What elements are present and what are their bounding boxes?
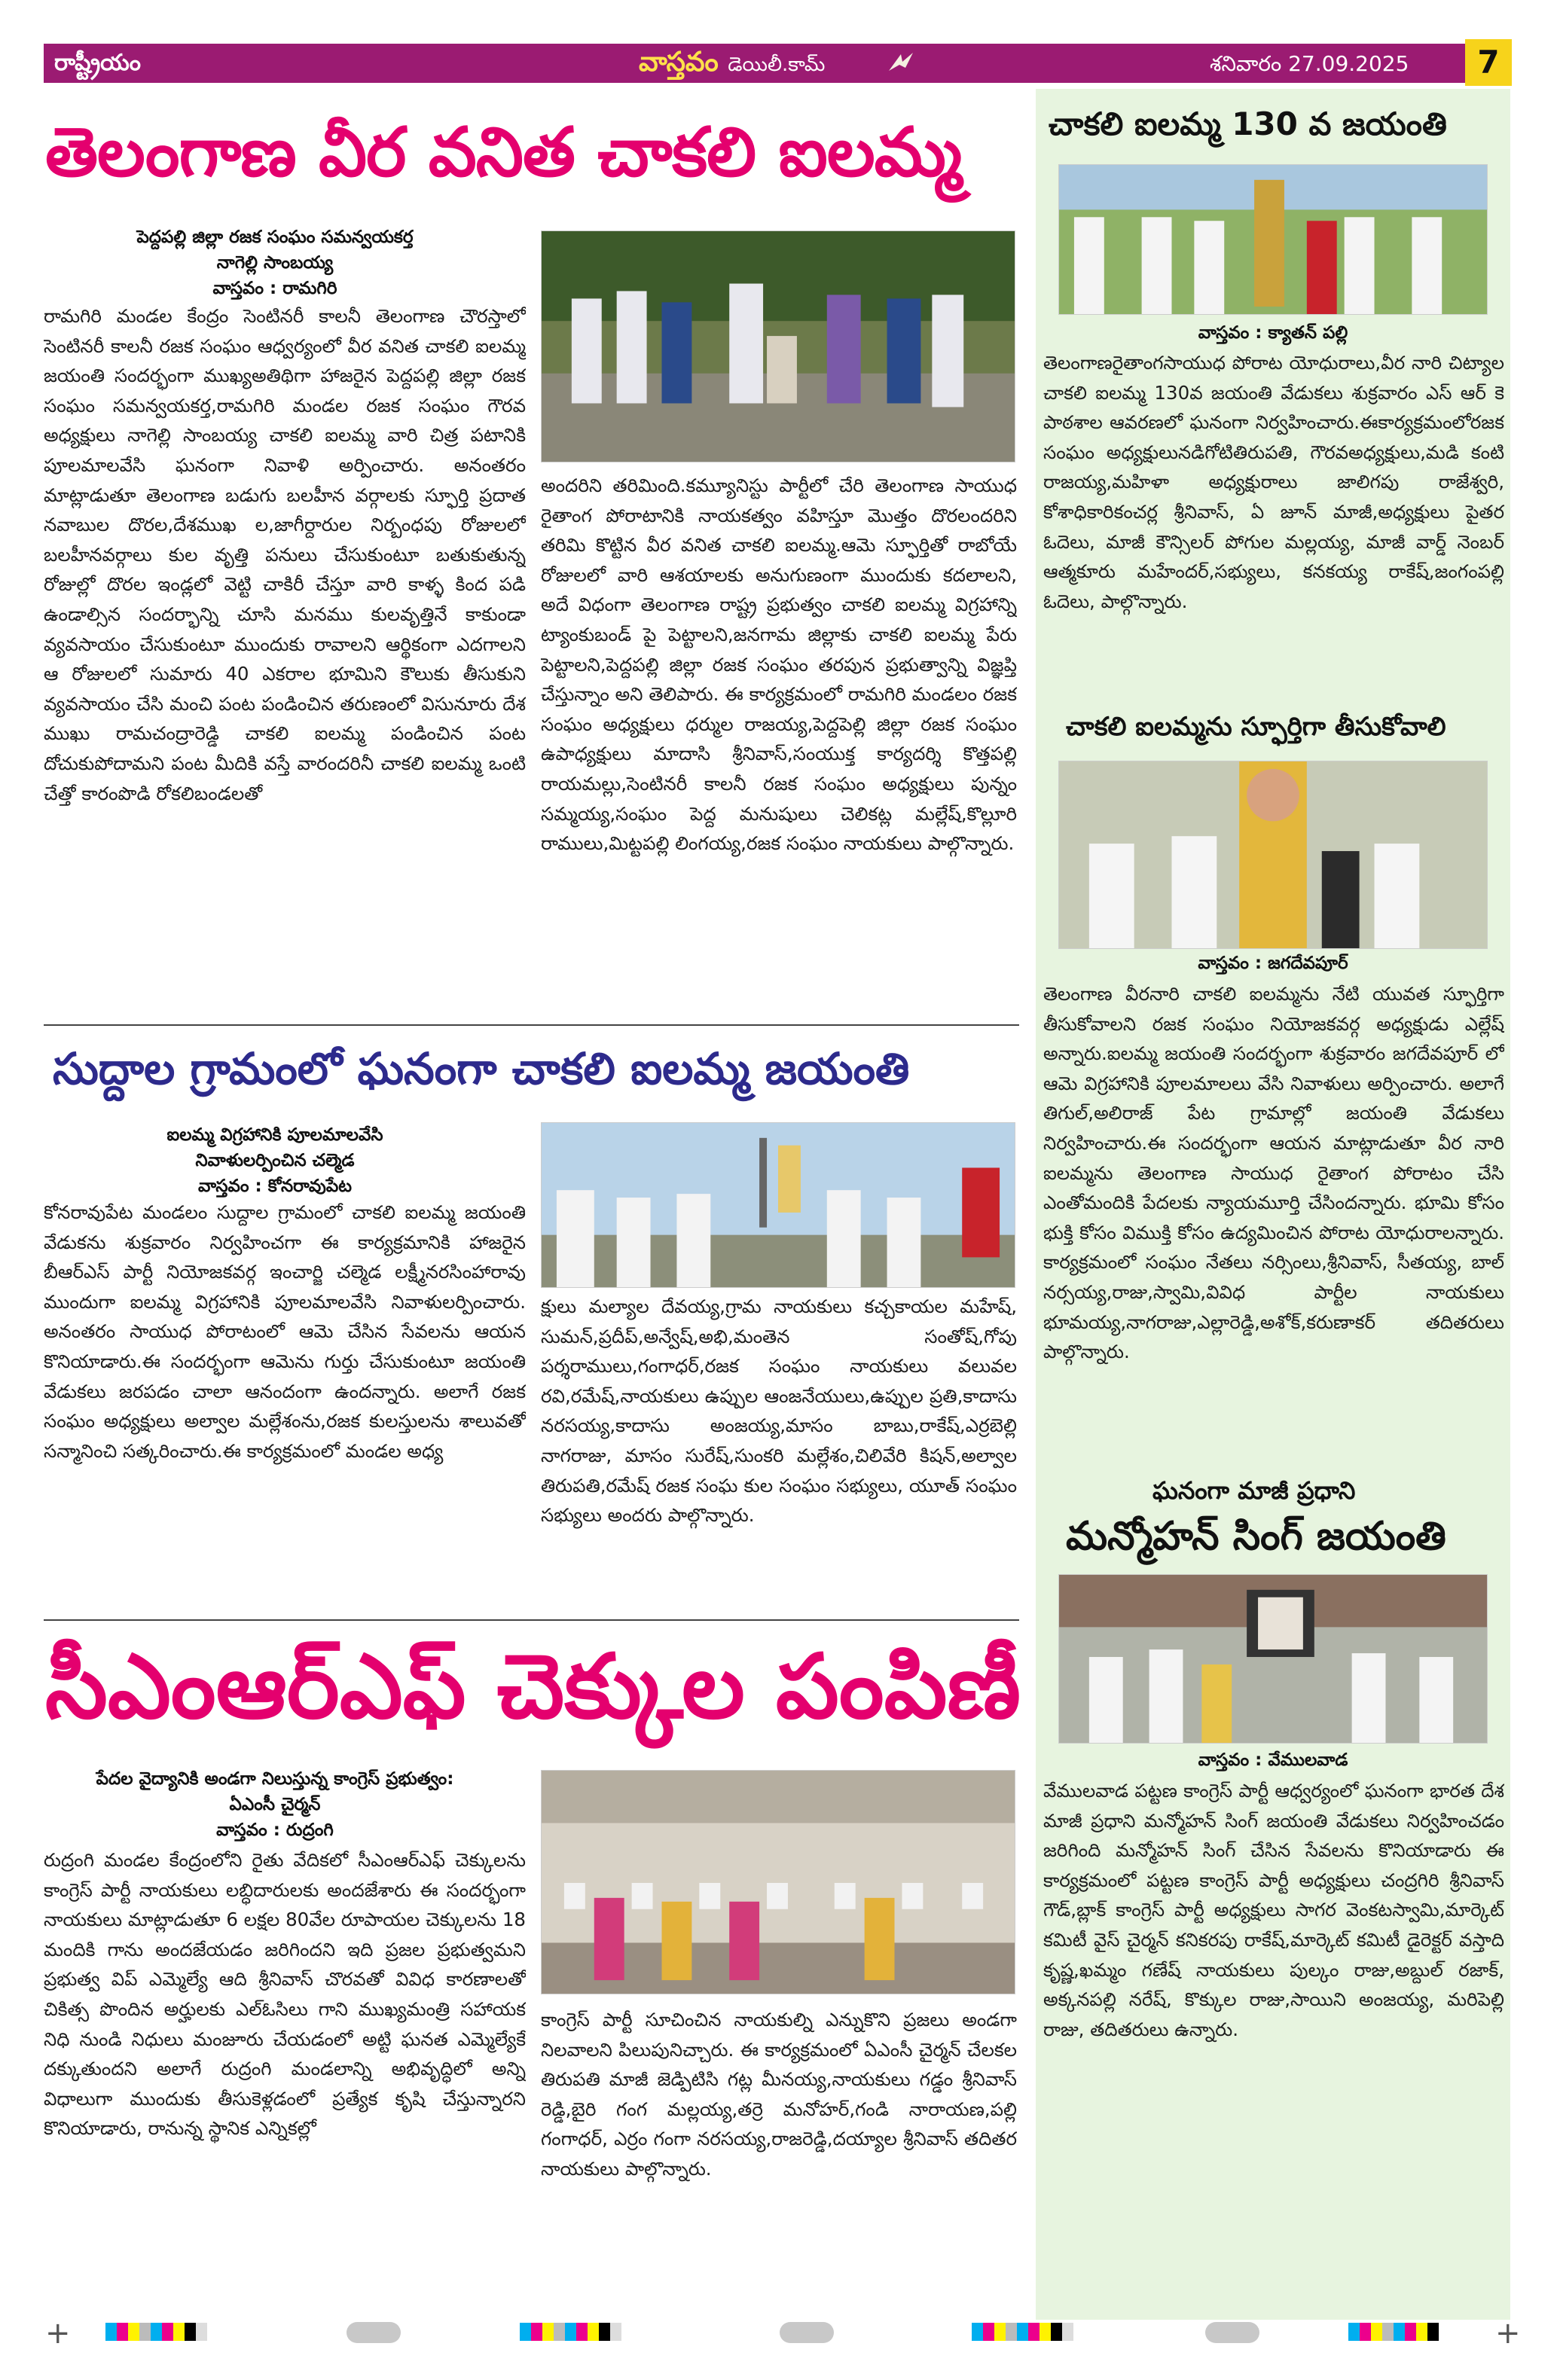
right2-photo [1058, 761, 1488, 949]
article3-headline: సీఎంఆర్ఎఫ్ చెక్కుల పంపిణీ [45, 1634, 1021, 1738]
right2-body: తెలంగాణ వీరనారి చాకలి ఐలమ్మను నేటి యువత స్ఫూర్తిగా తీసుకోవాలని రజక సంఘం నియోజకవర్గ అధ్యక్షుడు ఎల్లేష్ అన్నారు.ఐలమ్మ జయంతి సందర్భంగా శుక్రవారం జగదేవపూర్ లో ఆమె విగ్రహానికి పూలమాలలు వేసి నివాళులు అర్పించారు. అలాగే తిగుల్,అలిరాజ్ పేట గ్రామాల్లో జయంతి వేడుకలు నిర్వహించారు.ఈ సందర్భంగా ఆయన మాట్లాడుతూ వీర నారి ఐలమ్మను తెలంగాణ సాయుధ రైతాంగ పోరాటం చేసి ఎంతోమందికి పేదలకు న్యాయమూర్తి చేసిందన్నారు. భూమి కోసం భుక్తి కోసం విముక్తి కోసం ఉద్యమించిన పోరాట యోధురాలన్నారు. కార్యక్రమంలో సంఘం నేతలు నర్సింలు,శ్రీనివాస్, సీతయ్య, బాల్ నర్సయ్య,రాజు,స్వామి,వివిధ పార్టీల నాయకులు భూమయ్య,నాగరాజు,ఎల్లారెడ్డి,అశోక్,కరుణాకర్ తదితరులు పాల్గొన్నారు. [1043, 983, 1504, 1363]
article2-col2: క్షులు మల్యాల దేవయ్య,గ్రామ నాయకులు కచ్చకాయల మహేష్, సుమన్,ప్రదీప్,అన్వేష్,అభి,మంతెన సంతోష్,గోపు పర్శరాములు,గంగాధర్,రజక సంఘం నాయకులు వలువల రవి,రమేష్,నాయకులు ఉప్పుల ఆంజనేయులు,ఉప్పుల ప్రతి,కాదాసు నరసయ్య,కాదాసు అంజయ్య,మాసం బాబు,రాకేష్,ఎర్రబెల్లి నాగరాజు, మాసం సురేష్,సుంకరి మల్లేశం,చిలివేరి కిషన్,అల్వాల తిరుపతి,రమేష్ రజక సంఘ కుల సంఘం సభ్యులు, యూత్ సంఘం సభ్యులు అందరు పాల్గొన్నారు. [541, 1295, 1017, 1527]
registration-mark-icon: + [45, 2316, 71, 2351]
registration-mark-icon [780, 2322, 834, 2343]
right3-photo [1058, 1574, 1488, 1744]
article1-photo [541, 230, 1015, 462]
right1-body: తెలంగాణరైతాంగసాయుధ పోరాట యోధురాలు,వీర నారి చిట్యాల చాకలి ఐలమ్మ 130వ జయంతి వేడుకలు శుక్రవారం ఎస్ ఆర్ కె పాఠశాల ఆవరణలో ఘనంగా నిర్వహించారు.ఈకార్యక్రమంలోరజక సంఘం అధ్యక్షులునడిగోటితిరుపతి, గౌరవఅధ్యక్షులు,మడి కంటి రాజయ్య,మహిళా అధ్యక్షురాలు జాలిగపు రాజేశ్వరి, కోశాధికారికంచర్ల శ్రీనివాస్, ఏ జూన్ మాజీ,అధ్యక్షులు పైతర ఓదెలు, మాజీ కౌన్సిలర్ పోగుల మల్లయ్య, మాజీ వార్డ్ నెంబర్ ఆత్మకూరు మహేందర్,సభ్యులు, కనకయ్య రాకేష్,జంగంపల్లి ఓదెలు, పాల్గొన్నారు. [1043, 352, 1504, 612]
right1-dateline: వాస్తవం : క్యాతన్ పల్లి [1198, 323, 1348, 343]
article3-col1: రుద్రంగి మండల కేంద్రంలోని రైతు వేదికలో సీఎంఆర్ఎఫ్ చెక్కులను కాంగ్రెస్ పార్టీ నాయకులు లబ్ధిదారులకు అందజేశారు ఈ సందర్భంగా నాయకులు మాట్లాడుతూ 6 లక్షల 80వేల రూపాయల చెక్కులను 18 మందికి గాను అందజేయడం జరిగిందని ఇది ప్రజల ప్రభుత్వమని ప్రభుత్వ విప్ ఎమ్మెల్యే ఆది శ్రీనివాస్ చొరవతో వివిధ కారణాలతో చికిత్స పొందిన అర్హులకు ఎల్ఓసిలు గాని ముఖ్యమంత్రి సహాయక నిధి నుండి నిధులు మంజూరు చేయడంలో అట్టి ఘనత ఎమ్మెల్యేకే దక్కుతుందని అలాగే రుద్రంగి మండలాన్ని అభివృద్ధిలో అన్ని విధాలుగా ముందుకు తీసుకెళ్లడంలో ప్రత్యేక కృషి చేస్తున్నారని కొనియాడారు, రానున్న స్థానిక ఎన్నికల్లో [44, 1849, 526, 2140]
right2-headline: చాకలి ఐలమ్మను స్ఫూర్తిగా తీసుకోవాలి [1066, 712, 1446, 742]
article1-col2: అందరిని తరిమింది.కమ్యూనిస్టు పార్టీలో చేరి తెలంగాణ సాయుధ రైతాంగ పోరాటానికి నాయకత్వం వహిస్తూ మొత్తం దొరలందరిని తరిమి కొట్టిన వీర వనిత చాకలి ఐలమ్మ.ఆమె స్ఫూర్తితో రాబోయే రోజులలో వారి ఆశయాలకు అనుగుణంగా ముందుకు కదలాలని, అదే విధంగా తెలంగాణ రాష్ట్ర ప్రభుత్వం చాకలి ఐలమ్మ విగ్రహాన్ని ట్యాంకుబండ్ పై పెట్టాలని,జనగామ జిల్లాకు చాకలి ఐలమ్మ పేరు పెట్టాలని,పెద్దపల్లి జిల్లా రజక సంఘం తరపున ప్రభుత్వాన్ని విజ్ఞప్తి చేస్తున్నాం అని తెలిపారు. ఈ కార్యక్రమంలో రామగిరి మండలం రజక సంఘం అధ్యక్షులు ధర్ముల రాజయ్య,పెద్దపెల్లి జిల్లా రజక సంఘం ఉపాధ్యక్షులు మాదాసి శ్రీనివాస్,సంయుక్త కార్యదర్శి కొత్తపల్లి రాయమల్లు,సెంటినరీ కాలనీ రజక సంఘం అధ్యక్షులు పున్నం సమ్మయ్య,సంఘం పెద్ద మనుషులు చెలికట్ల మల్లేష్,కొల్లూరి రాములు,మిట్టపల్లి లింగయ్య,రజక సంఘం నాయకులు పాల్గొన్నారు. [541, 474, 1017, 855]
article2-col1: కోనరావుపేట మండలం సుద్దాల గ్రామంలో చాకలి ఐలమ్మ జయంతి వేడుకను శుక్రవారం నిర్వహించగా ఈ కార్యక్రమానికి హాజరైన బీఆర్ఎస్ పార్టీ నియోజకవర్గ ఇంచార్జి చల్మెడ లక్ష్మీనరసింహారావు ముందుగా ఐలమ్మ విగ్రహానికి పూలమాలవేసి నివాళులర్పించారు. అనంతరం సాయుధ పోరాటంలో ఆమె చేసిన సేవలను ఆయన కొనియాడారు.ఈ సందర్భంగా ఆమెను గుర్తు చేసుకుంటూ జయంతి వేడుకలు జరపడం చాలా ఆనందంగా ఉందన్నారు. అలాగే రజక సంఘం అధ్యక్షులు అల్వాల మల్లేశంను,రజక కులస్తులను శాలువతో సన్మానించి సత్కరించారు.ఈ కార్యక్రమంలో మండల అధ్య [44, 1201, 526, 1462]
article3-col2: కాంగ్రెస్ పార్టీ సూచించిన నాయకుల్ని ఎన్నుకొని ప్రజలు అండగా నిలవాలని పిలుపునిచ్చారు. ఈ కార్యక్రమంలో ఏఎంసీ చైర్మన్ చేలకల తిరుపతి మాజీ జెడ్పిటిసి గట్ల మీనయ్య,నాయకులు గడ్డం శ్రీనివాస్ రెడ్డి,బైరి గంగ మల్లయ్య,తర్రె మనోహర్,గండి నారాయణ,పల్లి గంగాధర్, ఎర్రం గంగా నరసయ్య,రాజరెడ్డి,దయ్యాల శ్రీనివాస్ తదితర నాయకులు పాల్గొన్నారు. [541, 2009, 1017, 2180]
right1-headline: చాకలి ఐలమ్మ 130 వ జయంతి [1049, 105, 1447, 142]
registration-mark-icon [1205, 2322, 1259, 2343]
right1-photo [1058, 164, 1488, 315]
color-bar [520, 2323, 621, 2341]
article2-photo [541, 1122, 1015, 1288]
article3-credit: పేదల వైద్యానికి అండగా నిలుస్తున్న కాంగ్రెస్ ప్రభుత్వం: ఏఎంసీ చైర్మన్ వాస్తవం : రుద్రంగి [96, 1769, 454, 1840]
masthead-bar [44, 44, 1507, 83]
registration-mark-icon: + [1495, 2316, 1521, 2351]
article1-credit: పెద్దపల్లి జిల్లా రజక సంఘం సమన్వయకర్త నాగెల్లి సాంబయ్య వాస్తవం : రామగిరి [136, 227, 414, 298]
article2-headline: సుద్దాల గ్రామంలో ఘనంగా చాకలి ఐలమ్మ జయంతి [53, 1043, 910, 1094]
page-number: 7 [1465, 39, 1512, 86]
right3-body: వేములవాడ పట్టణ కాంగ్రెస్ పార్టీ ఆధ్వర్యంలో ఘనంగా భారత దేశ మాజీ ప్రధాని మన్మోహన్ సింగ్ జయంతి వేడుకలు నిర్వహించడం జరిగింది మన్మోహన్ సింగ్ చేసిన సేవలను కొనియాడారు ఈ కార్యక్రమంలో పట్టణ కాంగ్రెస్ పార్టీ అధ్యక్షులు చంద్రగిరి శ్రీనివాస్ గౌడ్,బ్లాక్ కాంగ్రెస్ పార్టీ అధ్యక్షులు సాగర వెంకటస్వామి,మార్కెట్ కమిటీ వైస్ చైర్మన్ కనికరపు రాకేష్,మార్కెట్ కమిటీ డైరెక్టర్ వస్తాది కృష్ణ,ఖమ్మం గణేష్ నాయకులు పుల్కం రాజు,అబ్దుల్ రజాక్, అక్కనపల్లి నరేష్, కొక్కుల రాజు,సాయిని అంజయ్య, మరిపెల్లి రాజు, తదితరులు ఉన్నారు. [1043, 1780, 1504, 2040]
issue-date: శనివారం 27.09.2025 [1210, 51, 1409, 76]
right2-dateline: వాస్తవం : జగదేవపూర్ [1198, 954, 1348, 973]
right3-dateline: వాస్తవం : వేములవాడ [1198, 1750, 1348, 1770]
bird-icon [886, 48, 916, 78]
divider [44, 1619, 1019, 1621]
brand-name: వాస్తవం డెయిలీ.కామ్ [639, 47, 826, 78]
section-label: రాష్ట్రీయం [54, 50, 141, 76]
article2-credit: ఐలమ్మ విగ్రహానికి పూలమాలవేసి నివాళులర్పించిన చల్మెడ వాస్తవం : కోనరావుపేట [166, 1125, 383, 1196]
right3-headline: మన్మోహన్ సింగ్ జయంతి [1066, 1514, 1446, 1559]
article1-headline: తెలంగాణ వీర వనిత చాకలి ఐలమ్మ [45, 113, 962, 192]
color-bar [105, 2323, 207, 2341]
article3-photo [541, 1770, 1015, 1994]
divider [44, 1024, 1019, 1026]
color-bar [972, 2323, 1073, 2341]
registration-mark-icon [347, 2322, 401, 2343]
article1-col1: రామగిరి మండల కేంద్రం సెంటినరీ కాలనీ తెలంగాణ చౌరస్తాలో సెంటినరీ కాలనీ రజక సంఘం ఆధ్వర్యంలో వీర వనిత చాకలి ఐలమ్మ జయంతి సందర్భంగా ముఖ్యఅతిథిగా హాజరైన పెద్దపల్లి జిల్లా రజక సంఘం సమన్వయకర్త,రామగిరి మండల రజక సంఘం గౌరవ అధ్యక్షులు నాగెల్లి సాంబయ్య చాకలి ఐలమ్మ వారి చిత్ర పటానికి పూలమాలవేసి ఘనంగా నివాళి అర్పించారు. అనంతరం మాట్లాడుతూ తెలంగాణ బడుగు బలహీన వర్గాలకు స్ఫూర్తి ప్రదాత నవాబుల దొరల,దేశముఖ ల,జాగీర్దారుల నిర్బంధపు రోజులలో బలహీనవర్గాలు కుల వృత్తి పనులు చేసుకుంటూ బతుకుతున్న రోజుల్లో దొరల ఇండ్లలో వెట్టి చాకిరీ చేస్తూ వారి కాళ్ళ కింద పడి ఉండాల్సిన సందర్భాన్ని చూసి మనము కులవృత్తినే కాకుండా వ్యవసాయం చేసుకుంటూ ముందుకు రావాలని ఆర్థికంగా ఎదగాలని ఆ రోజులలో సుమారు 40 ఎకరాల భూమిని కౌలుకు తీసుకుని వ్యవసాయం చేసి మంచి పంట పండించిన తరుణంలో విసునూరు దేశ ముఖు రామచంద్రారెడ్డి చాకలి ఐలమ్మ పండించిన పంట దోచుకుపోదామని పంట మీదికి వస్తే వారందరినీ చాకలి ఐలమ్మ ఒంటి చేత్తో కారంపొడి రోకలిబండలతో [44, 305, 526, 804]
right3-kicker: ఘనంగా మాజీ ప్రధాని [1152, 1476, 1356, 1505]
color-bar [1348, 2323, 1439, 2341]
